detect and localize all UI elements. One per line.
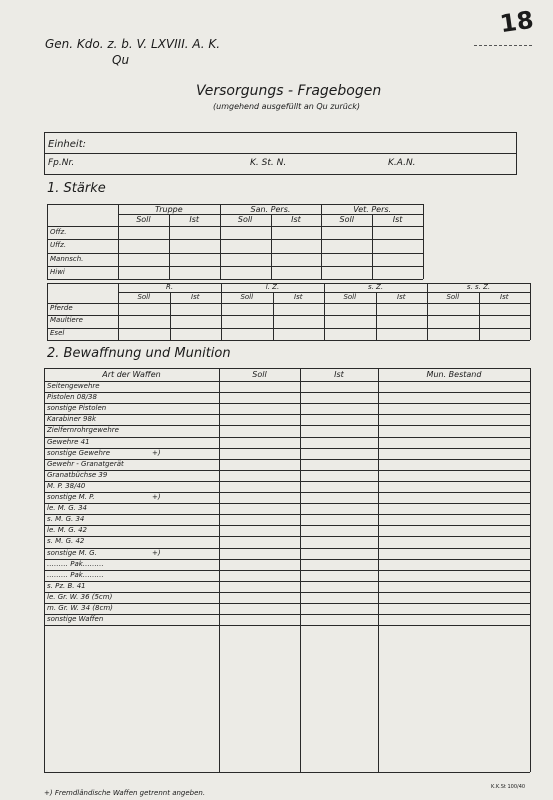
weapon-row-label: Granatbüchse 39 — [47, 470, 108, 479]
soll-label: Soll — [136, 215, 151, 224]
row-line — [44, 437, 530, 438]
form-code: K.K.St 100/40 — [491, 784, 526, 790]
row-line — [44, 492, 530, 493]
animal-group-label: s. s. Z. — [466, 283, 491, 291]
weapon-row-label: s. M. G. 34 — [47, 515, 85, 524]
row-line — [44, 536, 530, 537]
weapons-column-header: Art der Waffen — [102, 370, 161, 379]
weapon-row-label: sonstige Waffen — [47, 615, 104, 624]
weapon-row-label: sonstige Pistolen — [47, 404, 107, 413]
ist-label: Ist — [500, 293, 509, 301]
row-line — [44, 414, 530, 415]
row-line — [44, 503, 530, 504]
row-line — [44, 470, 530, 471]
weapon-row-label: Gewehr - Granatgerät — [47, 459, 124, 468]
animal-row-label: Maultiere — [50, 316, 83, 325]
header-line — [44, 381, 530, 382]
weapons-column-header: Ist — [334, 370, 344, 379]
weapons-column-header: Mun. Bestand — [426, 370, 482, 379]
weapon-row-label: s. M. G. 42 — [47, 537, 85, 546]
soll-label: Soll — [339, 215, 354, 224]
row-line — [44, 559, 530, 560]
weapon-row-label: s. Pz. B. 41 — [47, 581, 86, 590]
soll-label: Soll — [446, 293, 460, 301]
weapon-row-label: sonstige Gewehre — [47, 448, 111, 457]
weapon-row-label: M. P. 38/40 — [47, 481, 86, 490]
unit-department: Qu — [112, 53, 130, 67]
section1-heading: 1. Stärke — [47, 181, 106, 196]
foreign-weapon-mark: +) — [152, 448, 161, 457]
personnel-row-label: Mannsch. — [50, 254, 84, 263]
weapon-row-label: Zielfernrohrgewehre — [47, 426, 119, 435]
soll-label: Soll — [240, 293, 254, 301]
weapon-row-label: Gewehre 41 — [47, 437, 90, 446]
soll-label: Soll — [343, 293, 357, 301]
ist-label: Ist — [397, 293, 406, 301]
table-border — [44, 368, 530, 369]
animal-row-label: Esel — [50, 328, 65, 337]
animal-group-label: R. — [165, 283, 174, 291]
row-line — [44, 392, 530, 393]
row-line — [44, 403, 530, 404]
weapon-row-label: ……… Pak……… — [47, 559, 104, 568]
row-line — [44, 525, 530, 526]
table-border — [530, 368, 531, 772]
ist-label: Ist — [191, 293, 200, 301]
soll-label: Soll — [137, 293, 151, 301]
personnel-group-label: San. Pers. — [250, 205, 291, 214]
section2-heading: 2. Bewaffnung und Munition — [47, 346, 231, 361]
page-number: 18 — [498, 5, 536, 39]
weapon-row-label: m. Gr. W. 34 (8cm) — [47, 604, 113, 612]
weapon-row-label: Pistolen 08/38 — [47, 393, 97, 402]
personnel-row-label: Uffz. — [50, 241, 67, 250]
foreign-weapon-mark: +) — [152, 548, 161, 557]
personnel-row-label: Offz. — [50, 228, 67, 236]
weapon-row-label: Seitengewehre — [47, 382, 100, 390]
soll-label: Soll — [237, 215, 253, 224]
form-subtitle: (umgehend ausgefüllt an Qu zurück) — [213, 102, 361, 111]
row-line — [44, 481, 530, 482]
personnel-row-label: Hiwi — [50, 267, 65, 276]
table-border — [44, 772, 530, 773]
weapon-row-label: sonstige M. G. — [47, 548, 97, 557]
ist-label: Ist — [392, 215, 403, 224]
weapons-column-header: Soll — [252, 370, 267, 379]
ist-label: Ist — [189, 215, 200, 224]
form-title: Versorgungs - Fragebogen — [196, 83, 382, 99]
row-line — [44, 514, 530, 515]
animal-row-label: Pferde — [50, 304, 73, 312]
row-line — [44, 581, 530, 582]
fpnr-label: Fp.Nr. — [48, 158, 75, 168]
foreign-weapon-mark: +) — [152, 493, 161, 501]
row-line — [44, 448, 530, 449]
row-line — [44, 614, 530, 615]
kstn-label: K. St. N. — [250, 158, 287, 168]
footnote: +) Fremdländische Waffen getrennt angeben. — [44, 789, 206, 797]
row-line — [44, 603, 530, 604]
personnel-group-label: Truppe — [154, 205, 183, 214]
weapon-row-label: Karabiner 98k — [47, 415, 96, 424]
personnel-group-label: Vet. Pers. — [353, 205, 392, 214]
weapon-row-label: le. M. G. 34 — [47, 504, 87, 513]
weapon-row-label: le. Gr. W. 36 (5cm) — [47, 592, 113, 601]
animal-group-label: s. Z. — [367, 283, 384, 291]
einheit-label: Einheit: — [48, 139, 86, 150]
kan-label: K.A.N. — [388, 158, 416, 168]
row-line — [44, 570, 530, 571]
ist-label: Ist — [294, 293, 303, 301]
weapon-row-label: ……… Pak……… — [47, 570, 104, 579]
row-line — [44, 548, 530, 549]
animal-group-label: l. Z. — [265, 283, 280, 291]
row-line — [44, 625, 530, 626]
row-line — [44, 592, 530, 593]
weapon-row-label: le. M. G. 42 — [47, 526, 87, 535]
weapon-row-label: sonstige M. P. — [47, 493, 95, 501]
unit-designation: Gen. Kdo. z. b. V. LXVIII. A. K. — [45, 37, 221, 51]
ist-label: Ist — [291, 215, 301, 224]
